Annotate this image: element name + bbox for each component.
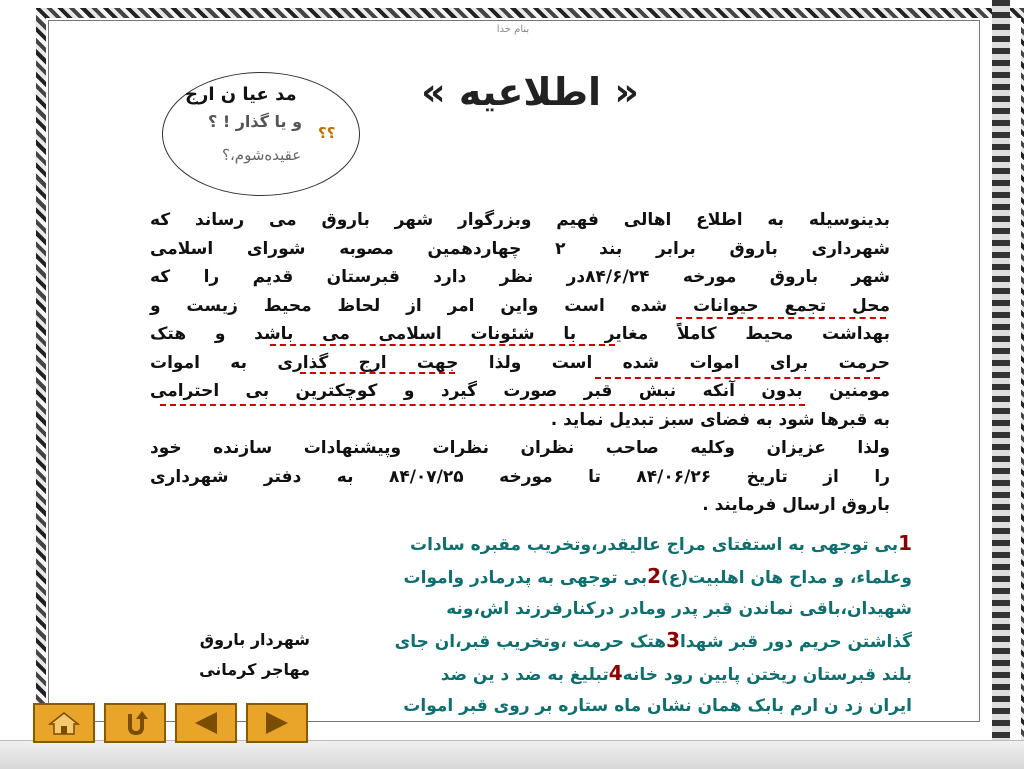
return-button[interactable] xyxy=(104,703,166,743)
body-line: باروق ارسال فرمایند . xyxy=(702,495,890,515)
return-icon xyxy=(118,709,152,737)
body-line: بهداشت محیط کاملاً مغایر با شئونات اسلامی می باشد و هتک xyxy=(150,324,890,344)
page-title: « اطلاعیه » xyxy=(421,70,639,114)
body-line: شهرداری باروق برابر بند ۲ چهاردهمین مصوبه شورای اسلامی xyxy=(150,238,890,259)
body-line: مومنین بدون آنکه نبش قبر صورت گیرد و کوچکترین بی احترامی xyxy=(150,381,890,401)
signature-title: شهردار باروق xyxy=(199,630,310,649)
underline-mark xyxy=(160,404,805,406)
note-text: بلند قبرستان ریختن پایین رود خانه xyxy=(622,665,912,685)
note-line xyxy=(352,528,912,561)
next-arrow-icon xyxy=(260,710,294,736)
annotation-notes xyxy=(352,528,912,722)
note-line: شهیدان،باقی نماندن قبر پدر ومادر درکنارفرزند اش،ونه xyxy=(446,599,912,619)
body-line: شهر باروق مورخه ۸۴/۶/۲۴در نظر دارد قبرستان قدیم را که xyxy=(150,267,891,287)
note-number: 1 xyxy=(898,531,912,555)
note-number: 4 xyxy=(608,661,623,685)
home-button[interactable] xyxy=(33,703,95,743)
announcement-body xyxy=(150,206,890,520)
border-strip xyxy=(992,0,1010,740)
note-text: هتک حرمت ،وتخریب قبر،ان جای xyxy=(394,632,667,652)
body-line: بدینوسیله به اطلاع اهالی فهیم وبزرگوار شهر باروق می رساند که xyxy=(150,210,890,230)
underline-mark xyxy=(300,372,455,374)
signature-name: مهاجر کرمانی xyxy=(199,660,310,679)
bubble-line-3: عقیده‌شوم،؟ xyxy=(222,146,302,164)
body-line: به قبرها شود به فضای سبز تبدیل نماید . xyxy=(550,409,890,430)
underline-mark xyxy=(595,377,880,379)
underline-mark xyxy=(270,344,615,346)
note-number: 3 xyxy=(666,628,680,652)
note-line xyxy=(352,658,912,691)
signature-block xyxy=(150,625,310,685)
body-line: محل تجمع حیوانات شده است واین امر از لحاظ محیط زیست و xyxy=(150,295,890,316)
note-text: بی توجهی به استفتای مراج عالیقدر،وتخریب مقبره سادات xyxy=(410,535,899,555)
note-text: تبلیغ به ضد د ین ضد xyxy=(440,665,609,685)
note-number: 2 xyxy=(647,564,662,588)
home-icon xyxy=(47,710,81,736)
next-button[interactable] xyxy=(246,703,308,743)
previous-button[interactable] xyxy=(175,703,237,743)
note-line xyxy=(352,561,912,594)
bottom-bar xyxy=(0,740,1024,769)
bubble-line-2: و یا گذار ! ؟ xyxy=(208,112,303,131)
prev-arrow-icon xyxy=(189,710,223,736)
scan-header: بنام خدا xyxy=(496,24,530,35)
bubble-line-1: مد عیا ن ارج xyxy=(185,84,297,105)
body-line: حرمت برای اموات شده است ولذا جهت ارج گذاری به اموات xyxy=(150,352,890,373)
underline-mark xyxy=(676,317,886,319)
note-text: گذاشتن حریم دور قبر شهدا xyxy=(679,632,912,652)
bubble-marks: ؟؟ xyxy=(318,124,336,142)
body-line: ولذا عزیزان وکلیه صاحب نظران نظرات وپیشنهادات سازنده خود xyxy=(150,438,890,458)
note-line: ایران زد ن ارم بابک همان نشان ماه ستاره بر روی قبر اموات xyxy=(403,696,912,716)
note-text: وعلماء، و مداح هان اهلبیت(ع) xyxy=(661,568,912,588)
note-line xyxy=(352,625,912,658)
body-line: را از تاریخ ۸۴/۰۶/۲۶ تا مورخه ۸۴/۰۷/۲۵ به دفتر شهرداری xyxy=(150,466,890,487)
note-text: بی توجهی به پدرمادر واموات xyxy=(403,568,648,588)
